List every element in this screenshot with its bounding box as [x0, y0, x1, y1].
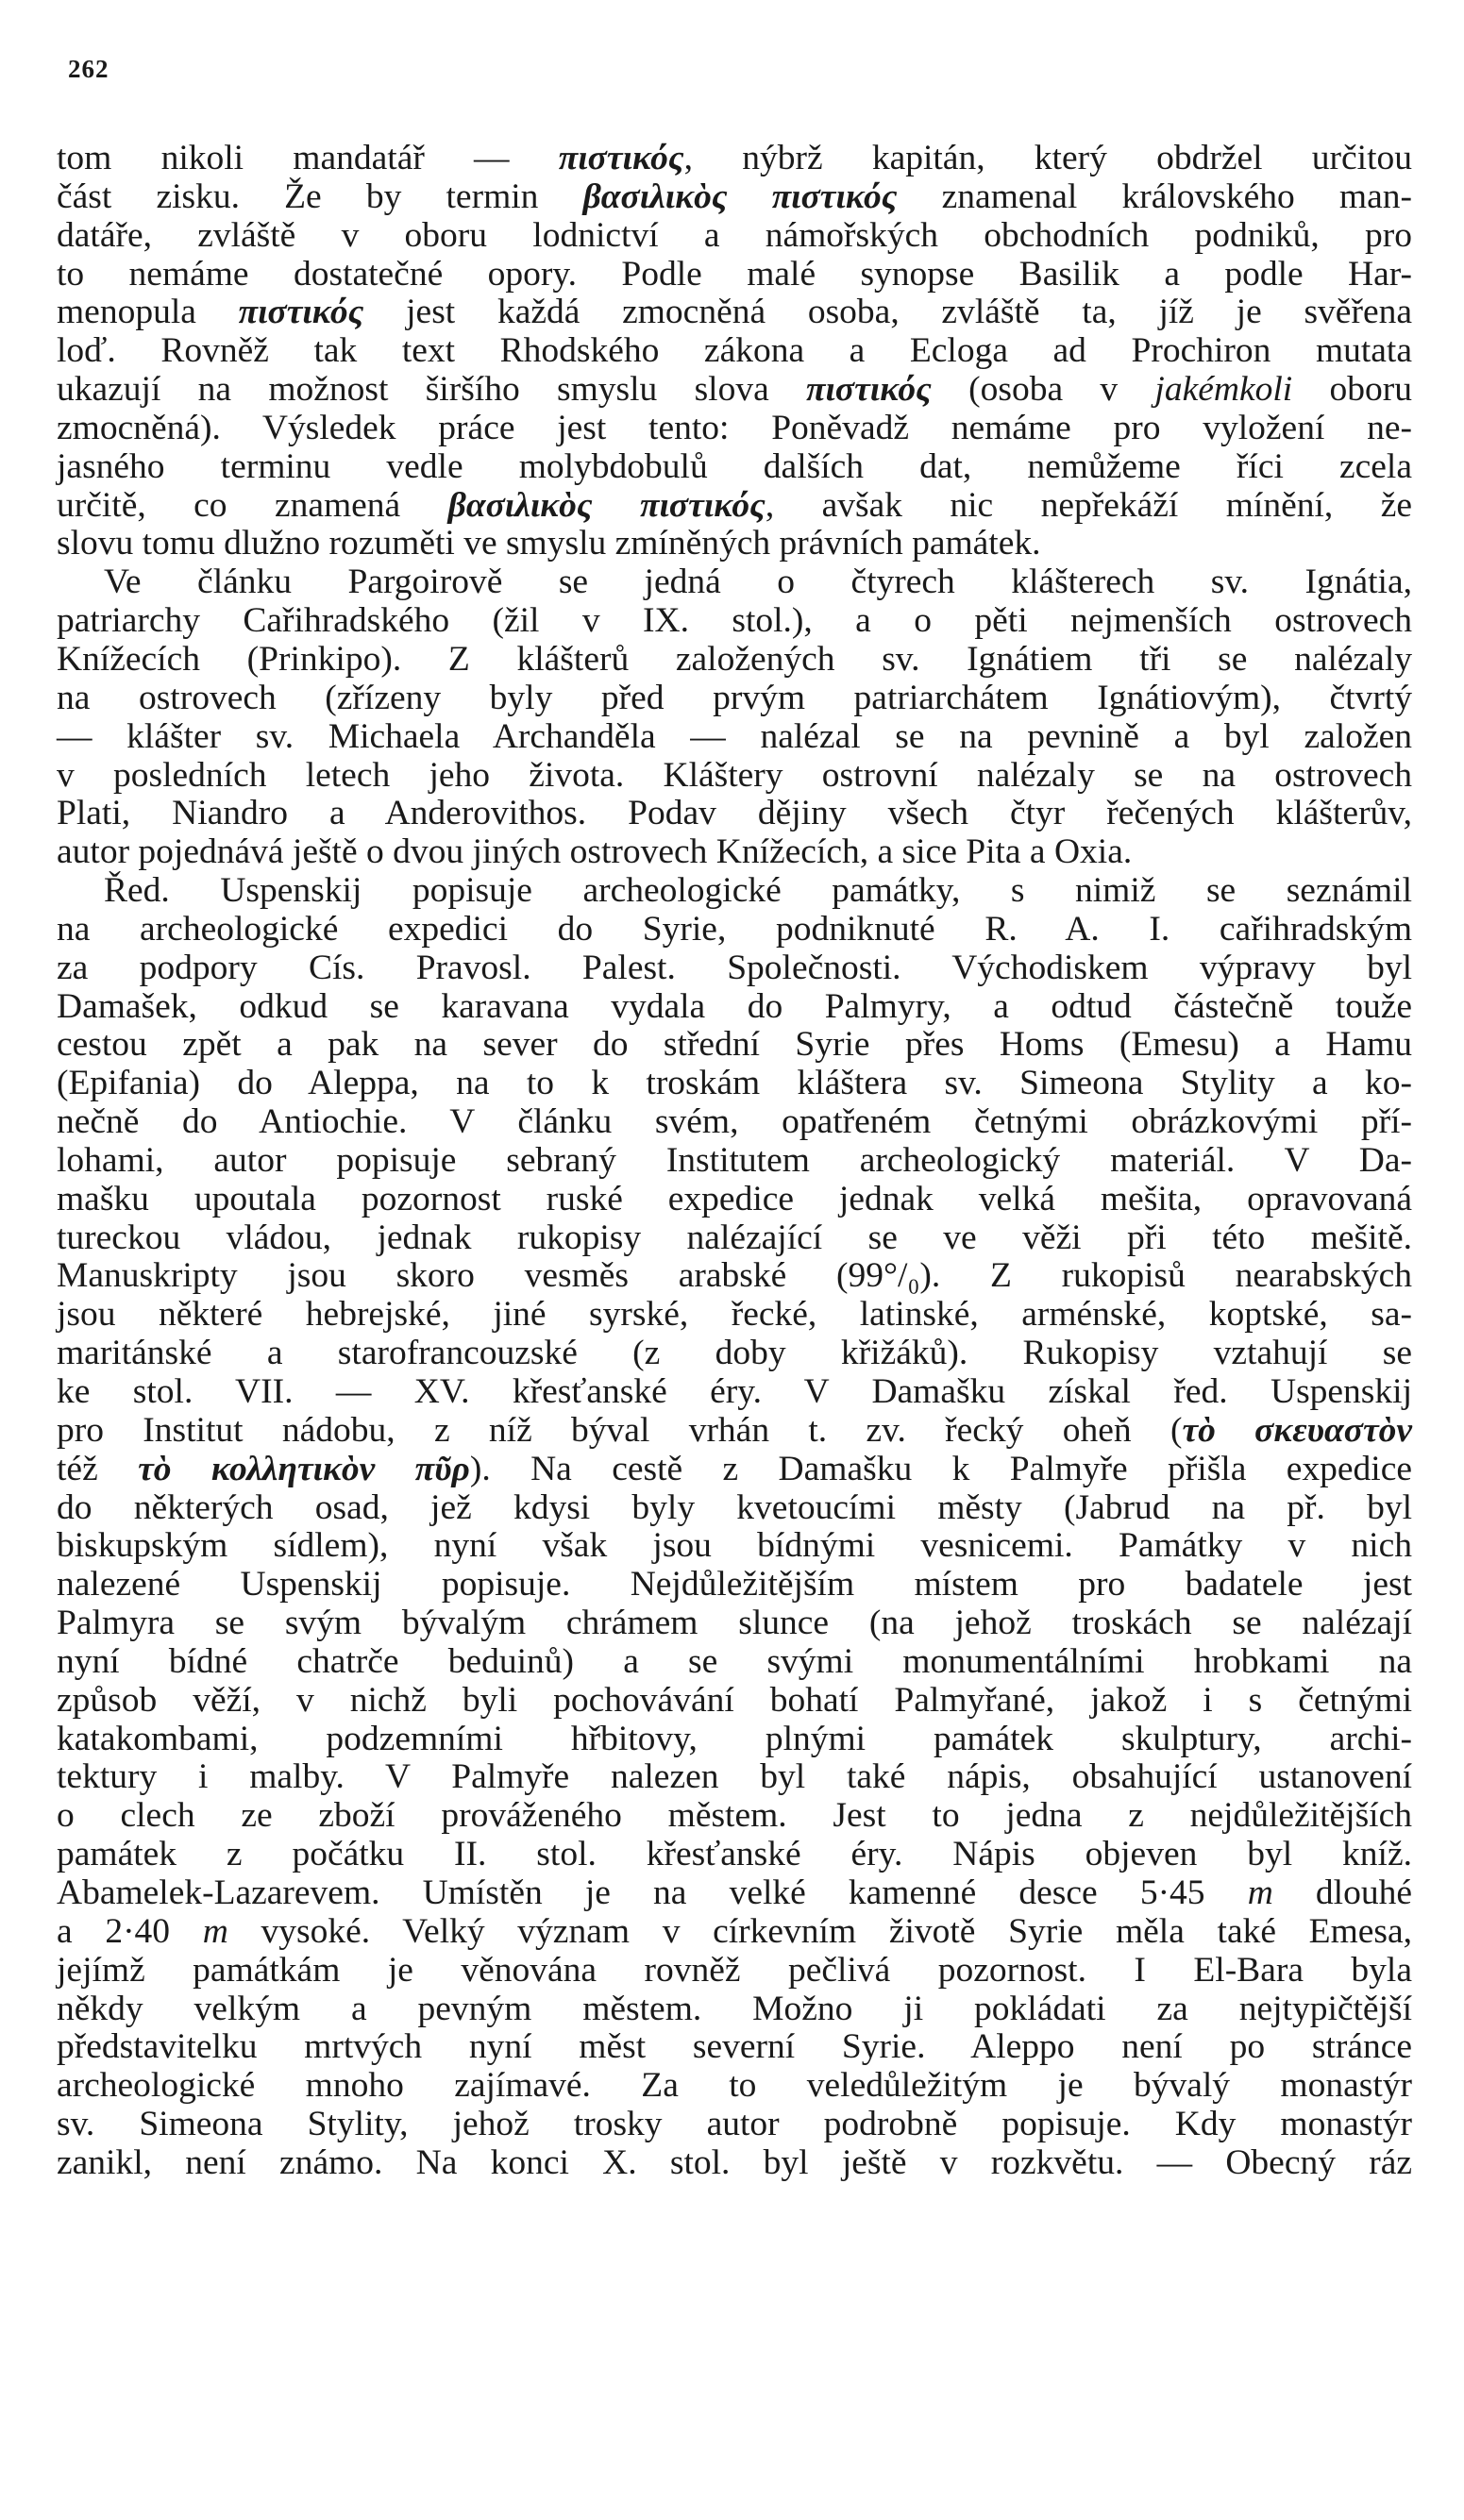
text-line	[57, 1219, 1412, 1258]
text-segment: archeologické mnoho zajímavé. Za to veledůležitým je bývalý monastýr	[57, 2066, 1412, 2106]
text-line	[57, 988, 1412, 1027]
text-line	[57, 1758, 1412, 1797]
text-line	[57, 1489, 1412, 1528]
text-line	[57, 718, 1412, 757]
text-segment: katakombami, podzemními hřbitovy, plnými památek skulptury, archi-	[57, 1719, 1412, 1758]
page-number: 262	[68, 55, 109, 83]
text-segment: ke stol. VII. — XV. křesťanské éry. V Damašku získal řed. Uspenskij	[57, 1372, 1412, 1411]
text-line	[57, 1566, 1412, 1604]
text-line	[57, 1065, 1412, 1103]
text-line	[57, 332, 1412, 371]
text-segment: Knížecích (Prinkipo). Z klášterů založených sv. Ignátiem tři se nalézaly	[57, 639, 1412, 679]
text-line	[57, 1335, 1412, 1373]
text-line	[57, 1604, 1412, 1643]
text-line	[57, 1952, 1412, 1991]
text-segment: jejímž památkám je věnována rovněž pečlivá pozornost. I El-Bara byla	[57, 1950, 1412, 1990]
greek-term: πιστικός	[558, 139, 684, 177]
text-segment: tureckou vládou, jednak rukopisy nalézající se ve věži při této mešitě.	[57, 1218, 1412, 1257]
text-segment: Manuskripty jsou skoro vesměs arabské (99°/₀). Z rukopisů nearabských	[57, 1256, 1412, 1296]
text-line	[57, 294, 1412, 332]
text-segment: zanikl, není známo. Na konci X. stol. byl ještě v rozkvětu. — Obecný ráz	[57, 2142, 1412, 2182]
text-line	[57, 178, 1412, 217]
italic-text: m	[202, 1911, 228, 1951]
text-segment: , avšak nic nepřekáží mínění, že	[765, 485, 1412, 525]
text-segment: v posledních letech jeho života. Kláštery ostrovní nalézaly se na ostrovech	[57, 755, 1412, 795]
text-segment: ukazují na možnost širšího smyslu slova	[57, 370, 807, 410]
text-line	[57, 1103, 1412, 1142]
italic-text: m	[1247, 1873, 1273, 1912]
text-line	[57, 680, 1412, 718]
text-segment: slovu tomu dlužno rozuměti ve smyslu zmíněných právních památek.	[57, 524, 1041, 563]
text-segment: Plati, Niandro a Anderovithos. Podav dějiny všech čtyr řečených klášterův,	[57, 794, 1412, 833]
text-segment: (osoba v	[931, 370, 1155, 410]
text-segment: též	[57, 1449, 139, 1488]
text-line	[57, 140, 1412, 178]
text-segment: a 2·40	[57, 1911, 203, 1951]
text-segment: oboru	[1292, 370, 1412, 410]
text-segment: menopula	[57, 293, 239, 332]
text-segment: mašku upoutala pozornost ruské expedice jednak velká mešita, opravovaná	[57, 1179, 1412, 1218]
text-line	[57, 833, 1412, 872]
text-line	[57, 2028, 1412, 2067]
text-line	[57, 911, 1412, 949]
text-segment: Palmyra se svým bývalým chrámem slunce (na jehož troskách se nalézají	[57, 1604, 1412, 1643]
text-segment: na ostrovech (zřízeny byly před prvým patriarchátem Ignátiovým), čtvrtý	[57, 678, 1412, 717]
text-segment: sv. Simeona Stylity, jehož trosky autor podrobně popisuje. Kdy monastýr	[57, 2105, 1412, 2144]
text-segment: do některých osad, jež kdysi byly kvetoucími městy (Jabrud na př. byl	[57, 1487, 1412, 1527]
text-line	[57, 1373, 1412, 1412]
text-line	[57, 1991, 1412, 2029]
text-segment: maritánské a starofrancouzské (z doby křižáků). Rukopisy vztahují se	[57, 1334, 1412, 1373]
text-line	[57, 448, 1412, 487]
text-segment: o clech ze zboží prováženého městem. Jest to jedna z nejdůležitějších	[57, 1796, 1412, 1836]
text-segment: ). Na cestě z Damašku k Palmyře přišla expedice	[469, 1449, 1413, 1488]
text-segment: na archeologické expedici do Syrie, podniknuté R. A. I. cařihradským	[57, 909, 1412, 949]
text-line	[57, 563, 1412, 602]
text-segment: tom nikoli mandatář —	[57, 139, 559, 177]
text-line	[57, 795, 1412, 833]
text-segment: , nýbrž kapitán, který obdržel určitou	[683, 139, 1412, 177]
text-line	[57, 487, 1412, 526]
text-segment: zmocněná). Výsledek práce jest tento: Poněvadž nemáme pro vyložení ne-	[57, 408, 1412, 447]
text-segment: za podpory Cís. Pravosl. Palest. Společnosti. Východiskem výpravy byl	[57, 948, 1412, 987]
text-segment: nyní bídné chatrče beduinů) a se svými monumentálními hrobkami na	[57, 1641, 1412, 1681]
greek-term: βασιλικὸς πιστικός	[447, 485, 766, 525]
text-segment: část zisku. Že by termin	[57, 176, 583, 216]
text-segment: určitě, co znamená	[57, 485, 448, 525]
text-line	[57, 2067, 1412, 2106]
text-segment: někdy velkým a pevným městem. Možno ji pokládati za nejtypičtější	[57, 1989, 1412, 2028]
text-segment: způsob věží, v nichž byli pochovávání bohatí Palmyřané, jakož i s četnými	[57, 1680, 1412, 1720]
text-line	[57, 1721, 1412, 1759]
text-segment: tektury i malby. V Palmyře nalezen byl také nápis, obsahující ustanovení	[57, 1757, 1412, 1797]
text-line	[57, 1836, 1412, 1874]
text-segment: pro Institut nádobu, z níž býval vrhán t. zv. řecký oheň (	[57, 1410, 1183, 1450]
text-line	[57, 602, 1412, 641]
text-line	[57, 1682, 1412, 1721]
text-segment: to nemáme dostatečné opory. Podle malé synopse Basilik a podle Har-	[57, 254, 1412, 294]
text-segment: datáře, zvláště v oboru lodnictví a námořských obchodních podniků, pro	[57, 215, 1412, 255]
text-segment: představitelku mrtvých nyní měst severní Syrie. Aleppo není po stránce	[57, 2027, 1412, 2067]
text-line	[57, 949, 1412, 988]
text-line	[57, 2144, 1412, 2183]
text-line	[57, 256, 1412, 294]
text-segment: Řed. Uspenskij popisuje archeologické památky, s nimiž se seznámil	[104, 871, 1412, 911]
text-line	[57, 1257, 1412, 1296]
text-line	[57, 1181, 1412, 1219]
text-segment: (Epifania) do Aleppa, na to k troskám kláštera sv. Simeona Stylity a ko-	[57, 1064, 1412, 1103]
text-line	[57, 1412, 1412, 1451]
text-segment: lohami, autor popisuje sebraný Institutem archeologický materiál. V Da-	[57, 1140, 1412, 1180]
text-line	[57, 641, 1412, 680]
text-segment: nalezené Uspenskij popisuje. Nejdůležitějším místem pro badatele jest	[57, 1565, 1412, 1604]
text-segment: patriarchy Cařihradského (žil v IX. stol.), a o pěti nejmenších ostrovech	[57, 601, 1412, 641]
text-line	[57, 217, 1412, 256]
text-line	[57, 1451, 1412, 1489]
text-segment: autor pojednává ještě o dvou jiných ostrovech Knížecích, a sice Pita a Oxia.	[57, 832, 1133, 872]
text-line	[57, 1797, 1412, 1836]
greek-term: πιστικός	[806, 370, 932, 410]
text-line	[57, 1913, 1412, 1952]
text-segment: nečně do Antiochie. V článku svém, opatřeném četnými obrázkovými pří-	[57, 1102, 1412, 1142]
text-line	[57, 1142, 1412, 1181]
text-segment: jasného terminu vedle molybdobulů dalších dat, nemůžeme říci zcela	[57, 446, 1412, 486]
greek-term: πιστικός	[238, 293, 364, 332]
text-line	[57, 371, 1412, 410]
text-line	[57, 1874, 1412, 1913]
greek-term: τὸ σκευαστὸν	[1182, 1410, 1412, 1450]
text-line	[57, 410, 1412, 448]
text-segment: znamenal královského man-	[897, 176, 1412, 216]
text-line	[57, 1296, 1412, 1335]
text-line	[57, 1026, 1412, 1065]
text-segment: vysoké. Velký význam v církevním životě Syrie měla také Emesa,	[227, 1911, 1412, 1951]
text-segment: — klášter sv. Michaela Archanděla — nalézal se na pevnině a byl založen	[57, 716, 1412, 756]
text-line	[57, 1643, 1412, 1682]
text-segment: památek z počátku II. stol. křesťanské éry. Nápis objeven byl kníž.	[57, 1835, 1412, 1874]
text-segment: Damašek, odkud se karavana vydala do Palmyry, a odtud částečně touže	[57, 986, 1412, 1026]
text-line	[57, 1527, 1412, 1566]
text-line	[57, 525, 1412, 563]
greek-term: τὸ κολλητικὸν πῦρ	[138, 1449, 470, 1488]
text-segment: loď. Rovněž tak text Rhodského zákona a Ecloga ad Prochiron mutata	[57, 331, 1412, 371]
text-segment: jsou některé hebrejské, jiné syrské, řecké, latinské, arménské, koptské, sa-	[57, 1295, 1412, 1335]
text-segment: Ve článku Pargoirově se jedná o čtyrech klášterech sv. Ignátia,	[104, 563, 1412, 602]
greek-term: βασιλικὸς πιστικός	[582, 176, 898, 216]
text-segment: Abamelek-Lazarevem. Umístěn je na velké kamenné desce 5·45	[57, 1873, 1248, 1912]
body-text	[57, 140, 1412, 2183]
text-segment: cestou zpět a pak na sever do střední Syrie přes Homs (Emesu) a Hamu	[57, 1025, 1412, 1065]
text-segment: dlouhé	[1272, 1873, 1412, 1912]
italic-text: jakémkoli	[1154, 370, 1293, 410]
text-segment: jest každá zmocněná osoba, zvláště ta, jíž je svěřena	[363, 293, 1412, 332]
text-line	[57, 2106, 1412, 2144]
text-line	[57, 872, 1412, 911]
text-line	[57, 757, 1412, 796]
text-segment: biskupským sídlem), nyní však jsou bídnými vesnicemi. Památky v nich	[57, 1526, 1412, 1566]
